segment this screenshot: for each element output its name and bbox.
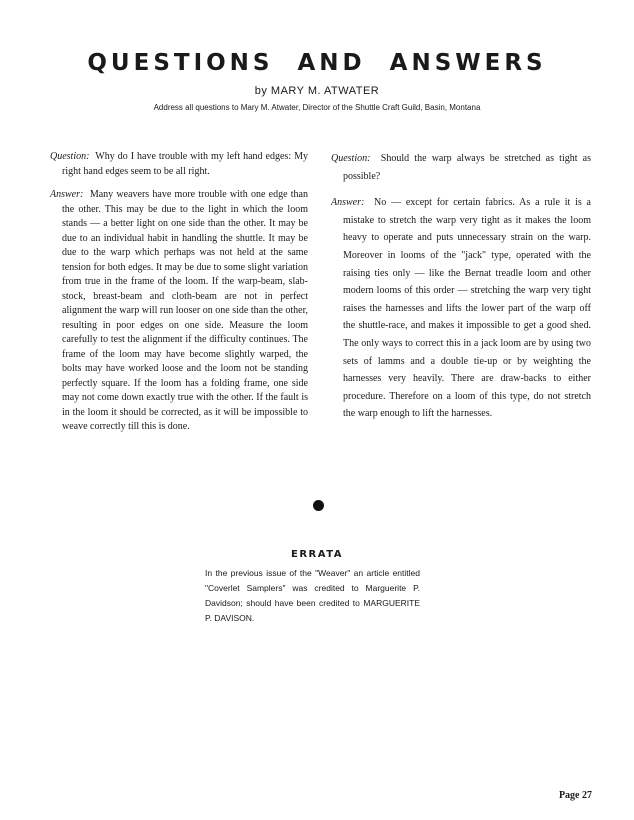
left-column	[50, 150, 308, 444]
question-label: Question:	[50, 151, 90, 162]
right-column	[331, 150, 591, 432]
question-text: Should the warp always be stretched as tight as possible?	[343, 153, 592, 182]
question-text: Why do I have trouble with my left hand edges: My right hand edges seem to be all right.	[62, 151, 308, 177]
page-title: QUESTIONS AND ANSWERS	[87, 50, 547, 76]
address-note: Address all questions to Mary M. Atwater, Director of the Shuttle Craft Guild, Basin, Montana	[153, 103, 481, 112]
answer-paragraph	[50, 188, 308, 435]
answer-text: Many weavers have more trouble with one edge than the other. This may be due to the light in which the loom stands — a better light on one side than the other. It may be due to an individual habit in handling the shuttle. It may be due to the warp which perhaps was not held at the same tension for both edges. It may be due to some slight variation from true in the frame of the loom. If the warp-beam, slab-stock, breast-beam and cloth-beam are not in perfect alignment the warp will run looser on one side than the other, resulting in poor edges on one side. Measure the loom carefully to test the alignment if the difficulty continues. The frame of the loom may have become slightly warped, the bolts may have worked loose and the loom not be standing perfectly square. If the loom has a folding frame, one side may not come down exactly true with the other. If the fault is in the loom it should be corrected, as it will be impossible to weave correctly till this is done.	[62, 189, 308, 432]
answer-text: No — except for certain fabrics. As a rule it is a mistake to stretch the warp very tight as it makes the loom heavy to operate and puts unnecessary strain on the warp. Moreover in looms of the "jack" type, operated with the raising ties only — like the Bernat treadle loom and other modern looms of this order — stretching the warp very tight raises the harnesses and lifts the lower part of the warp off the shuttle-race, and makes it impossible to get a good shed. The only ways to correct this in a jack loom are by using two sets of lamms and a double tie-up or by weighting the harnesses very heavily. There are draw-backs to either procedure. Therefore on a loom of this type, do not stretch the warp enough to lift the harnesses.	[343, 197, 591, 420]
answer-label: Answer:	[331, 197, 365, 209]
question-paragraph	[50, 150, 308, 179]
question-paragraph	[331, 150, 591, 185]
section-bullet-icon	[313, 500, 324, 511]
question-label: Question:	[331, 153, 371, 164]
answer-label: Answer:	[50, 189, 84, 200]
page-number: Page 27	[558, 790, 592, 801]
author-byline: by MARY M. ATWATER	[254, 85, 380, 97]
answer-paragraph	[331, 194, 591, 423]
errata-title: ERRATA	[291, 549, 343, 560]
errata-body: In the previous issue of the "Weaver" an article entitled "Coverlet Samplers" was credited to Marguerite P. Davidson; should have been credited to MARGUERITE P. DAVISON.	[205, 568, 420, 623]
